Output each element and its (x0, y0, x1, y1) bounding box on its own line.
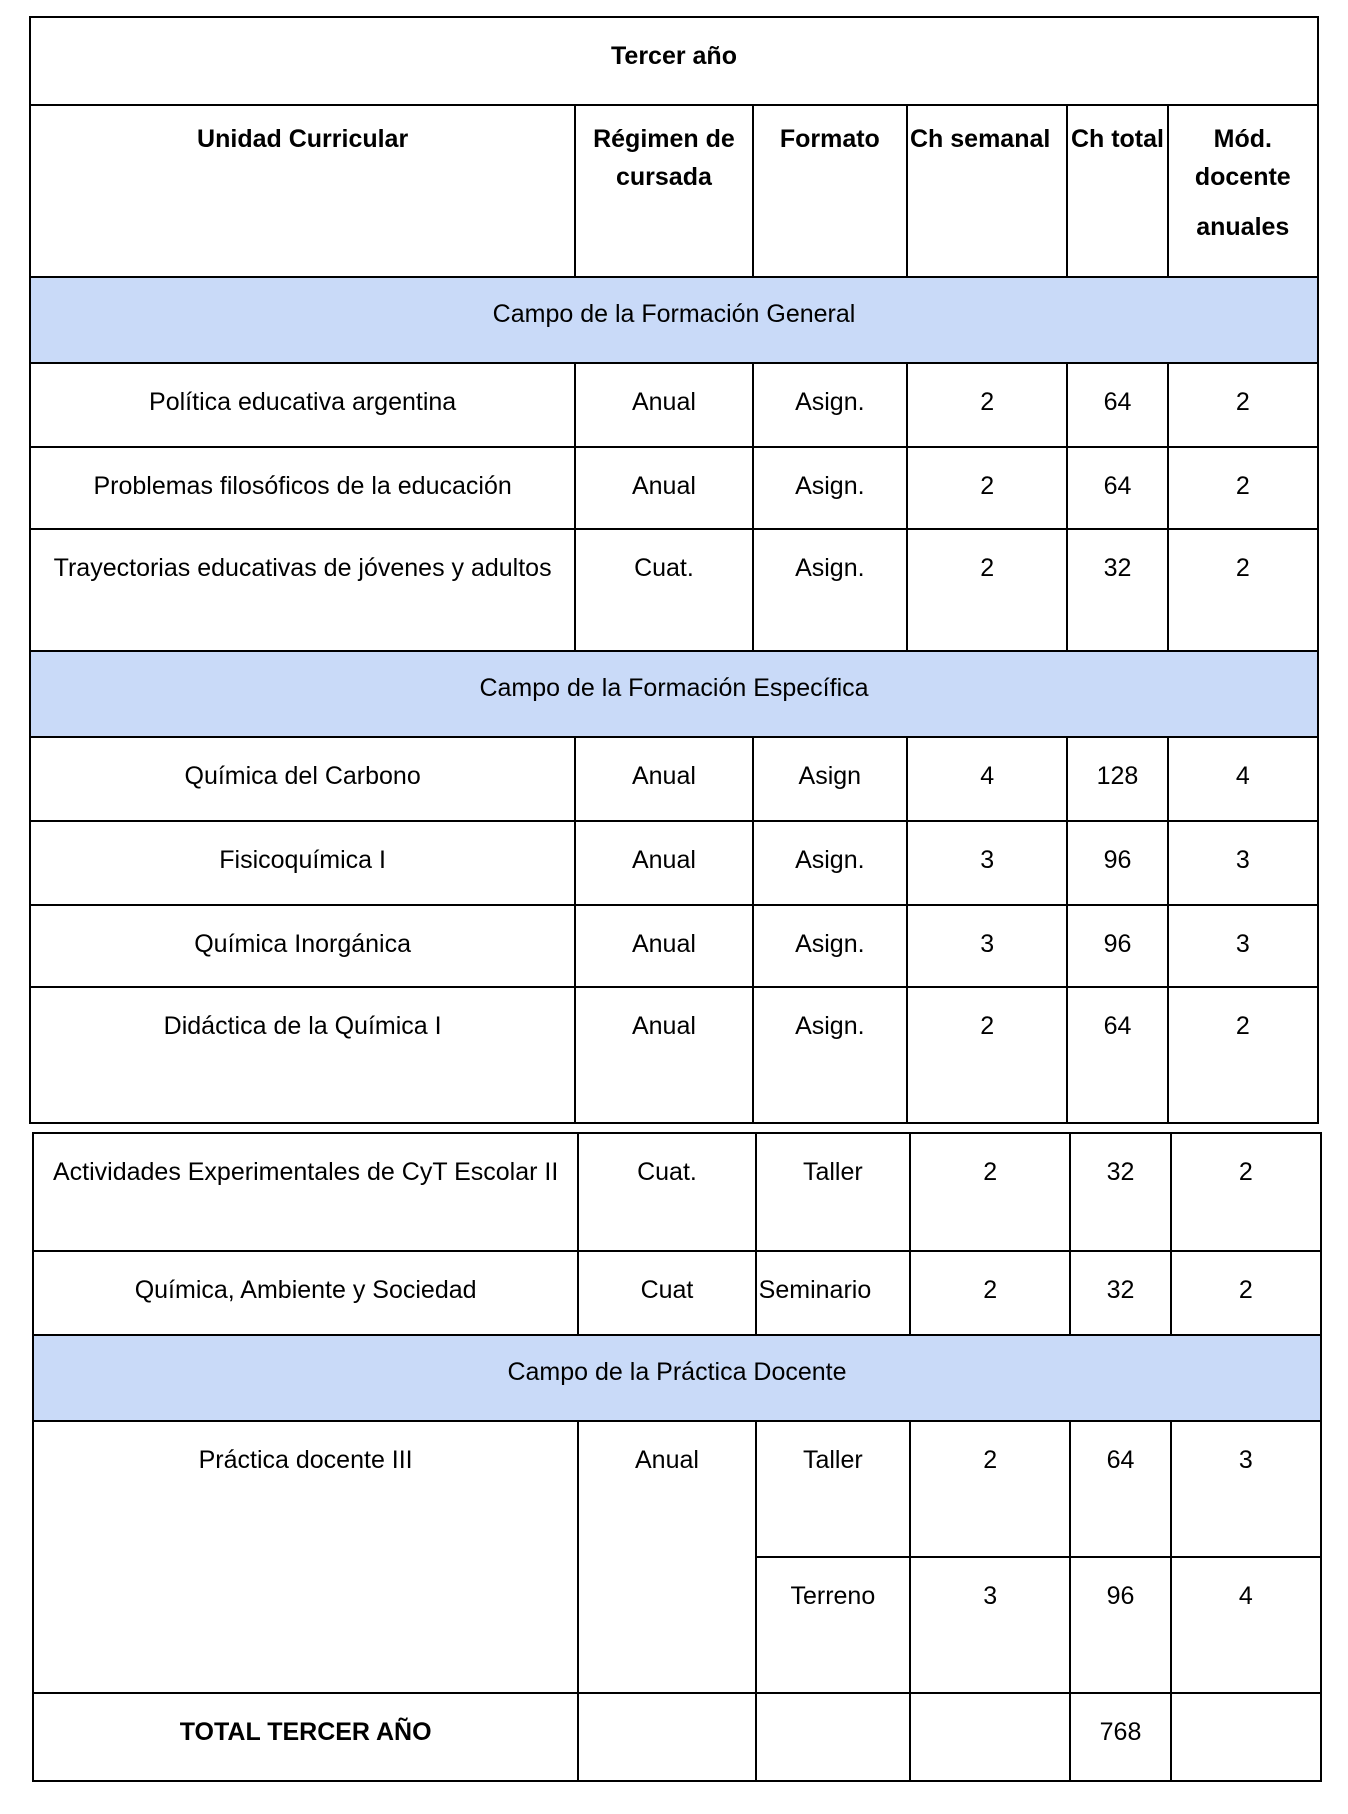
total-row (33, 1693, 1321, 1781)
practica-regimen: Anual (578, 1421, 755, 1693)
table-row: Actividades Experimentales de CyT Escolar II Cuat. Taller 2 32 2 (33, 1133, 1321, 1251)
header-regimen: Régimen de cursada (575, 105, 752, 277)
practica-unidad: Práctica docente III (33, 1421, 578, 1693)
field-especifica: Campo de la Formación Específica (30, 651, 1318, 737)
total-ch-total: 768 (1070, 1693, 1170, 1781)
table-row: Didáctica de la Química I Anual Asign. 2 64 2 (30, 987, 1318, 1123)
total-label: TOTAL TERCER AÑO (33, 1693, 578, 1781)
table-row: Terreno 3 96 4 (33, 1557, 1321, 1693)
table-row: Problemas filosóficos de la educación Anual Asign. 2 64 2 (30, 447, 1318, 529)
curriculum-table-part-1 (29, 16, 1319, 1124)
header-ch-total: Ch total (1067, 105, 1167, 277)
header-mod-docente: Mód. docente anuales (1168, 105, 1318, 277)
header-unidad: Unidad Curricular (30, 105, 575, 277)
table-row: Química, Ambiente y Sociedad Cuat Seminario 2 32 2 (33, 1251, 1321, 1335)
table-row: Química del Carbono Anual Asign 4 128 4 (30, 737, 1318, 821)
field-general: Campo de la Formación General (30, 277, 1318, 363)
table-row: Práctica docente III Anual Taller 2 64 3 (33, 1421, 1321, 1557)
table-row: Trayectorias educativas de jóvenes y adultos Cuat. Asign. 2 32 2 (30, 529, 1318, 651)
table-row: Política educativa argentina Anual Asign. 2 64 2 (30, 363, 1318, 447)
header-formato: Formato (753, 105, 907, 277)
header-ch-semanal: Ch semanal (907, 105, 1067, 277)
table-title: Tercer año (30, 17, 1318, 105)
field-practica: Campo de la Práctica Docente (33, 1335, 1321, 1421)
table-row: Química Inorgánica Anual Asign. 3 96 3 (30, 905, 1318, 987)
table-row: Fisicoquímica I Anual Asign. 3 96 3 (30, 821, 1318, 905)
curriculum-table-part-2 (32, 1132, 1322, 1782)
